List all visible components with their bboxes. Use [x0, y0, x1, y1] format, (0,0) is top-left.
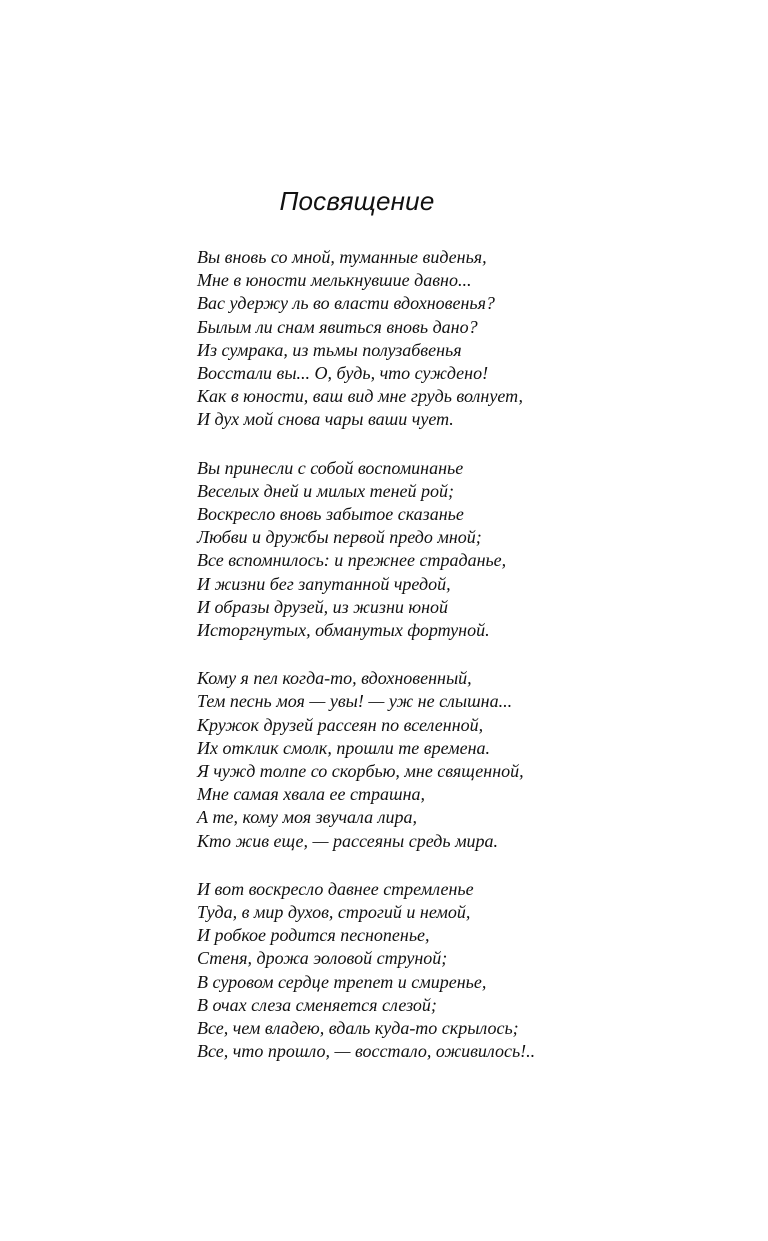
poem-line: Все, что прошло, — восстало, оживилось!..: [197, 1041, 536, 1062]
poem-line: Вас удержу ль во власти вдохновенья?: [197, 293, 495, 314]
poem-line: Вы вновь со мной, туманные виденья,: [197, 247, 487, 267]
poem-title: Посвящение: [279, 186, 435, 216]
stanza-3: [197, 667, 737, 853]
poem-line: И дух мой снова чары ваши чует.: [197, 409, 454, 430]
poem-line: Веселых дней и милых теней рой;: [197, 480, 455, 501]
poem-line: Мне в юности мелькнувшие давно...: [197, 270, 472, 291]
poem-line: Все, чем владею, вдаль куда-то скрылось;: [197, 1018, 519, 1039]
poem-line: Восстали вы... О, будь, что суждено!: [197, 363, 489, 384]
poem-line: И робкое родится песнопенье,: [197, 925, 430, 946]
poem-line: В очах слеза сменяется слезой;: [197, 994, 437, 1015]
poem-line: Из сумрака, из тьмы полузабвенья: [197, 339, 462, 360]
poem-line: Стеня, дрожа эоловой струной;: [197, 948, 448, 969]
poem-line: В суровом сердце трепет и смиренье,: [197, 971, 487, 992]
stanza-1: [197, 246, 737, 432]
poem-line: Как в юности, ваш вид мне грудь волнует,: [197, 386, 524, 407]
poem-body: [197, 246, 737, 1089]
poem-line: Воскресло вновь забытое сказанье: [197, 504, 464, 525]
poem-line: Кружок друзей рассеян по вселенной,: [197, 714, 484, 735]
poem-line: Туда, в мир духов, строгий и немой,: [197, 902, 471, 923]
poem-line: Мне самая хвала ее страшна,: [197, 784, 426, 805]
stanza-2: [197, 457, 737, 643]
poem-line: Кому я пел когда-то, вдохновенный,: [197, 668, 472, 689]
poem-line: И образы друзей, из жизни юной: [197, 596, 448, 617]
poem-line: Я чужд толпе со скорбью, мне священной,: [197, 761, 524, 782]
poem-line: Все вспомнилось: и прежнее страданье,: [197, 550, 507, 571]
poem-line: Былым ли снам явиться вновь дано?: [197, 316, 478, 337]
poem-line: Их отклик смолк, прошли те времена.: [197, 737, 491, 758]
poem-line: Вы принесли с собой воспоминанье: [197, 457, 464, 478]
poem-line: А те, кому моя звучала лира,: [197, 807, 417, 828]
poem-line: Тем песнь моя — увы! — уж не слышна...: [197, 691, 513, 712]
poem-line: Любви и дружбы первой предо мной;: [197, 527, 482, 548]
poem-line: И жизни бег запутанной чредой,: [197, 573, 451, 594]
stanza-4: [197, 878, 737, 1064]
poem-line: И вот воскресло давнее стремленье: [197, 878, 474, 899]
poem-line: Кто жив еще, — рассеяны средь мира.: [197, 830, 499, 851]
poem-line: Исторгнутых, обманутых фортуной.: [197, 620, 490, 641]
